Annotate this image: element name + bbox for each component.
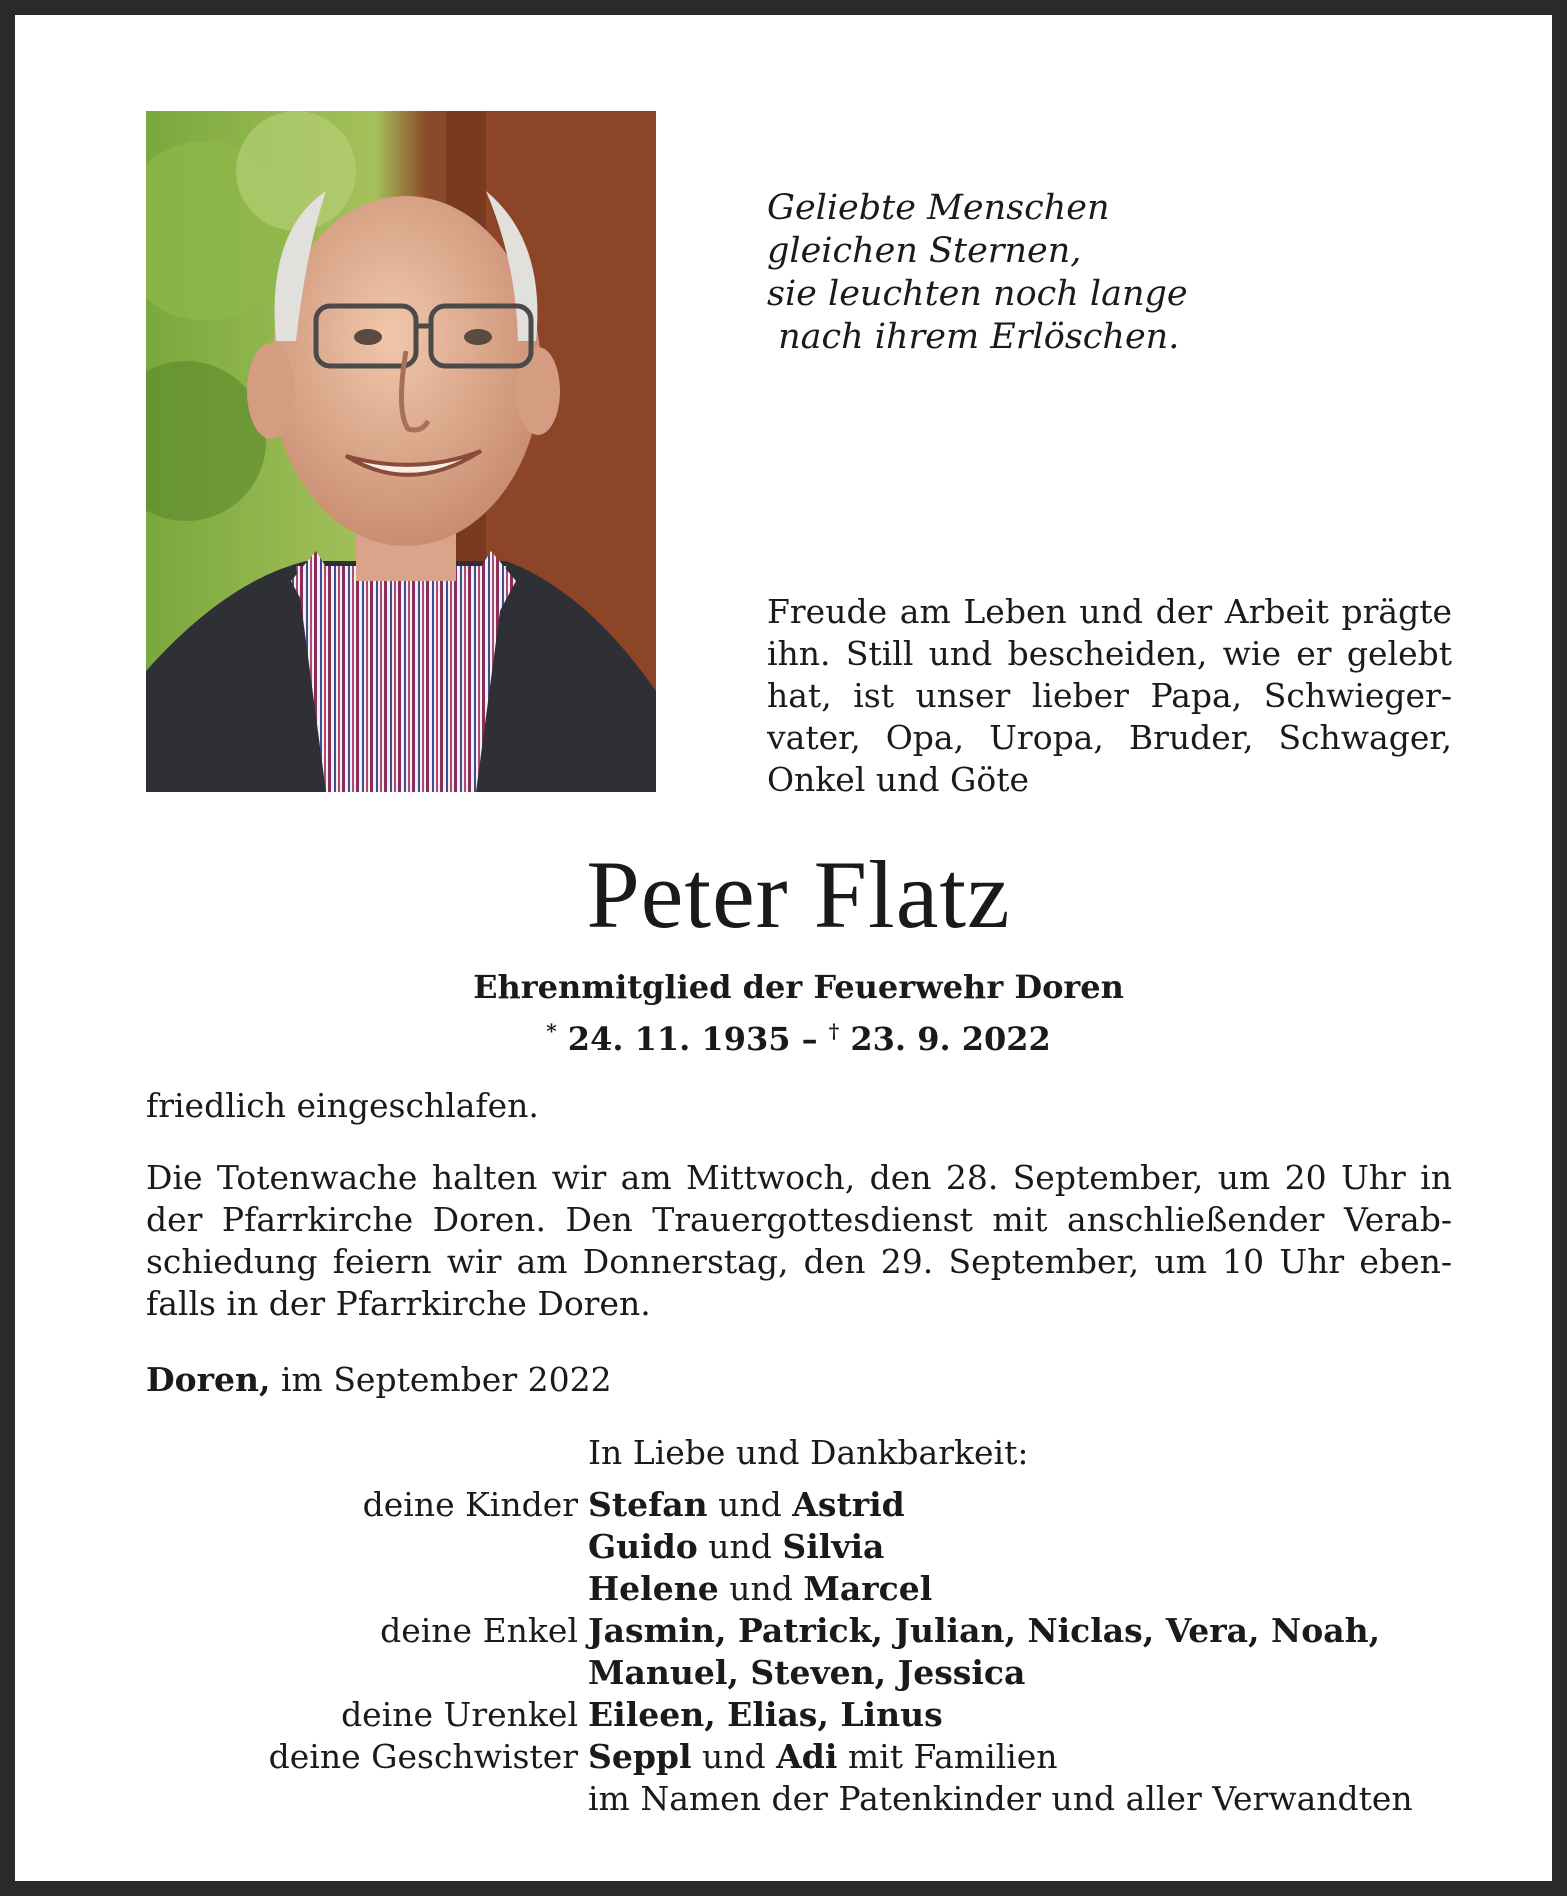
child-name: Helene [588, 1569, 719, 1608]
family-row-closing [15, 1778, 1567, 1820]
conjunction: und [697, 1527, 783, 1566]
funeral-paragraph [146, 1157, 1452, 1325]
grandchildren-names: Manuel, Steven, Jessica [588, 1653, 1026, 1692]
death-symbol: † [828, 1019, 840, 1043]
place-name: Doren, [146, 1360, 271, 1399]
conjunction: und [691, 1737, 777, 1776]
quote-line: gleichen Sternen, [767, 231, 1082, 271]
grandchildren-names: Jasmin, Patrick, Julian, Niclas, Vera, Noah, [588, 1611, 1381, 1650]
family-row-children-1 [15, 1484, 1567, 1526]
children-names [588, 1484, 905, 1526]
portrait-photo [146, 111, 656, 792]
memorial-quote [767, 187, 1188, 359]
funeral-line: falls in der Pfarrkirche Doren. [146, 1284, 651, 1323]
children-label: deine Kinder [362, 1485, 578, 1524]
death-date: 23. 9. 2022 [839, 1020, 1051, 1058]
quote-line: nach ihrem Erlöschen. [767, 317, 1180, 357]
quote-line: Geliebte Menschen [767, 188, 1110, 228]
deceased-title: Ehrenmitglied der Feuerwehr Doren [473, 968, 1124, 1006]
intro-line: hat, ist unser lieber Papa, Schwieger- [767, 676, 1452, 715]
great-grandchildren-label: deine Urenkel [341, 1695, 578, 1734]
family-row-grandchildren-1 [15, 1610, 1567, 1652]
sibling-name: Adi [776, 1737, 838, 1776]
family-row-children-3 [15, 1568, 1567, 1610]
thanks-line: In Liebe und Dankbarkeit: [588, 1433, 1029, 1472]
conjunction: und [718, 1569, 804, 1608]
sibling-name: Seppl [588, 1737, 692, 1776]
child-name: Stefan [588, 1485, 708, 1524]
great-grandchildren-names: Eileen, Elias, Linus [588, 1695, 943, 1734]
siblings-label: deine Geschwister [268, 1737, 578, 1776]
deceased-name: Peter Flatz [586, 841, 1011, 948]
child-partner-name: Astrid [792, 1485, 905, 1524]
siblings-suffix: mit Familien [837, 1737, 1058, 1776]
funeral-line: der Pfarrkirche Doren. Den Trauergottesdienst mit anschließender Verab- [146, 1200, 1452, 1239]
closing-line: im Namen der Patenkinder und aller Verwandten [588, 1779, 1413, 1818]
child-partner-name: Marcel [803, 1569, 933, 1608]
place-date [146, 1359, 612, 1401]
funeral-line: schiedung feiern wir am Donnerstag, den 29. September, um 10 Uhr eben- [146, 1242, 1452, 1281]
family-row-great-grandchildren [15, 1694, 1567, 1736]
family-row-children-2 [15, 1526, 1567, 1568]
child-partner-name: Silvia [782, 1527, 885, 1566]
funeral-line: Die Totenwache halten wir am Mittwoch, den 28. September, um 20 Uhr in [146, 1158, 1452, 1197]
child-name: Guido [588, 1527, 698, 1566]
intro-line: vater, Opa, Uropa, Bruder, Schwager, [767, 718, 1452, 757]
birth-symbol: * [546, 1019, 557, 1043]
passed-away-text: friedlich eingeschlafen. [146, 1086, 539, 1125]
grandchildren-label: deine Enkel [380, 1611, 578, 1650]
siblings-names [588, 1736, 1058, 1778]
children-names [588, 1526, 884, 1568]
life-dates [15, 1010, 1567, 1060]
family-row-siblings [15, 1736, 1567, 1778]
birth-date: 24. 11. 1935 – [556, 1020, 829, 1058]
intro-line: Onkel und Göte [767, 760, 1030, 799]
intro-paragraph [767, 591, 1452, 801]
intro-line: Freude am Leben und der Arbeit prägte [767, 592, 1452, 631]
family-row-grandchildren-2 [15, 1652, 1567, 1694]
family-list [15, 1484, 1567, 1820]
children-names [588, 1568, 932, 1610]
intro-line: ihn. Still und bescheiden, wie er gelebt [767, 634, 1452, 673]
quote-line: sie leuchten noch lange [767, 274, 1188, 314]
conjunction: und [707, 1485, 793, 1524]
place-date-text: im September 2022 [270, 1360, 612, 1399]
